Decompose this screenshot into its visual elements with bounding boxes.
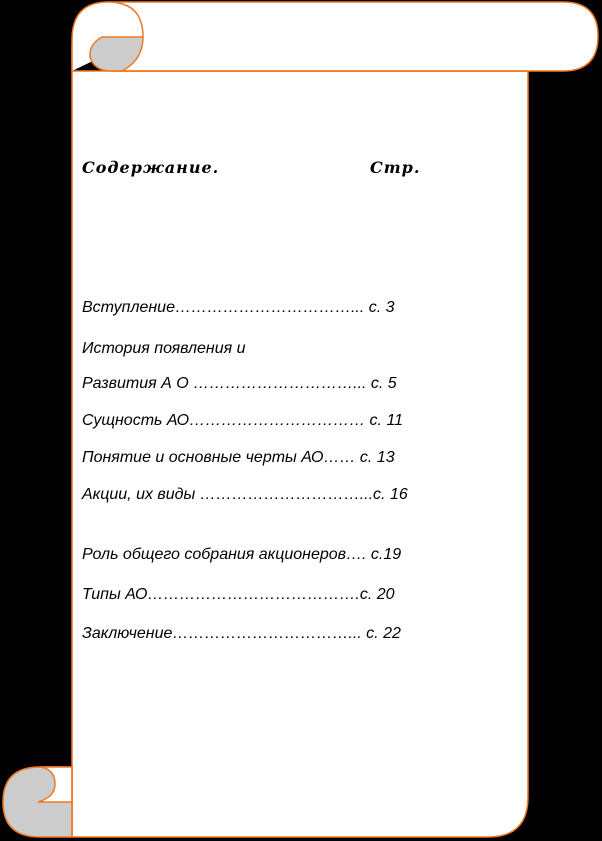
toc-entry: Типы АО………………………………….с. 20 (82, 586, 395, 603)
toc-entry: Развития А О …………………………... с. 5 (82, 375, 397, 392)
scroll-top-roll (108, 2, 598, 71)
toc-entry: Роль общего собрания акционеров…. с.19 (82, 546, 402, 563)
toc-entry: История появления и (82, 340, 246, 357)
toc-title: Содержание. (82, 158, 220, 177)
toc-page-column-label: Стр. (370, 158, 421, 177)
toc-entry: Заключение……………………………... с. 22 (82, 625, 401, 642)
toc-entry: Акции, их виды …………………………...с. 16 (82, 486, 408, 503)
toc-entry: Сущность АО…………………………… с. 11 (82, 412, 404, 429)
toc-entry: Вступление……………………………... с. 3 (82, 299, 395, 316)
toc-entry: Понятие и основные черты АО…… с. 13 (82, 449, 395, 466)
